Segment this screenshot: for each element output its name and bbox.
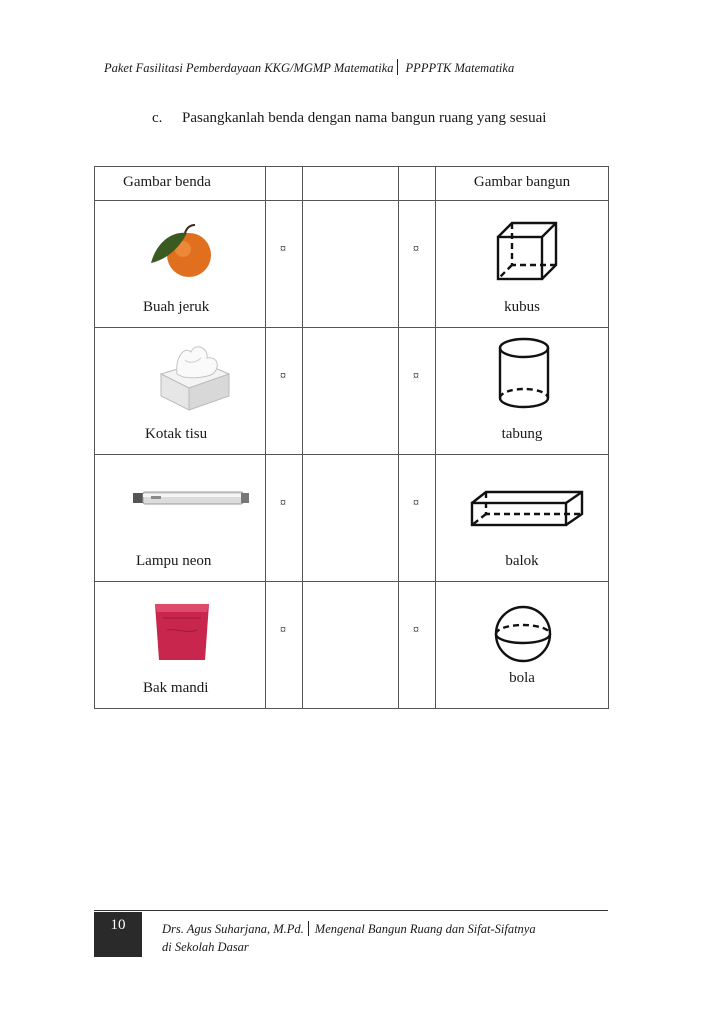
cylinder-icon bbox=[496, 336, 552, 410]
match-point-left[interactable]: ¤ bbox=[266, 455, 303, 582]
shape-label: bola bbox=[509, 670, 535, 686]
footer-title-line2: di Sekolah Dasar bbox=[162, 940, 249, 954]
bath-tub-icon bbox=[153, 600, 211, 662]
col-header-object: Gambar benda bbox=[95, 167, 266, 201]
footer-title-line1: Mengenal Bangun Ruang dan Sifat-Sifatnya bbox=[314, 922, 536, 936]
shape-cell bbox=[436, 582, 609, 709]
instruction bbox=[152, 108, 592, 129]
object-label: Bak mandi bbox=[143, 680, 209, 696]
page-number: 10 bbox=[110, 917, 126, 933]
object-cell bbox=[95, 201, 266, 328]
shape-label: balok bbox=[505, 553, 539, 569]
object-label: Buah jeruk bbox=[143, 299, 210, 315]
object-cell bbox=[95, 455, 266, 582]
footer-separator bbox=[308, 921, 309, 936]
table-row bbox=[95, 455, 609, 582]
neon-lamp-icon bbox=[133, 490, 249, 506]
sphere-icon bbox=[493, 604, 553, 664]
match-point-right[interactable]: ¤ bbox=[399, 455, 436, 582]
page-header bbox=[104, 59, 514, 76]
match-point-left[interactable]: ¤ bbox=[266, 582, 303, 709]
shape-cell bbox=[436, 201, 609, 328]
table-row bbox=[95, 328, 609, 455]
object-cell bbox=[95, 328, 266, 455]
object-cell bbox=[95, 582, 266, 709]
table-header-row bbox=[95, 167, 609, 201]
header-right-text: PPPPTK Matematika bbox=[405, 61, 515, 75]
shape-cell bbox=[436, 328, 609, 455]
shape-label: kubus bbox=[504, 299, 540, 315]
match-point-right[interactable]: ¤ bbox=[399, 582, 436, 709]
footer-text bbox=[162, 920, 536, 956]
header-separator bbox=[397, 59, 398, 75]
footer-rule bbox=[94, 910, 608, 911]
instruction-text: Pasangkanlah benda dengan nama bangun ruang yang sesuai bbox=[182, 110, 547, 126]
cube-icon bbox=[494, 219, 564, 283]
footer-author: Drs. Agus Suharjana, M.Pd. bbox=[162, 922, 304, 936]
page-number-box bbox=[94, 912, 142, 957]
match-point-right[interactable]: ¤ bbox=[399, 328, 436, 455]
header-left-text: Paket Fasilitasi Pemberdayaan KKG/MGMP Matematika bbox=[104, 61, 394, 75]
orange-fruit-icon bbox=[147, 219, 217, 279]
match-point-left[interactable]: ¤ bbox=[266, 201, 303, 328]
table-row bbox=[95, 201, 609, 328]
match-point-left[interactable]: ¤ bbox=[266, 328, 303, 455]
object-label: Lampu neon bbox=[136, 553, 212, 569]
object-label: Kotak tisu bbox=[145, 426, 208, 442]
cuboid-icon bbox=[468, 489, 586, 527]
instruction-letter: c. bbox=[152, 110, 163, 126]
table-row bbox=[95, 582, 609, 709]
shape-cell bbox=[436, 455, 609, 582]
tissue-box-icon bbox=[155, 338, 233, 412]
col-header-shape: Gambar bangun bbox=[436, 167, 609, 201]
matching-table bbox=[94, 166, 609, 709]
match-point-right[interactable]: ¤ bbox=[399, 201, 436, 328]
shape-label: tabung bbox=[501, 426, 543, 442]
